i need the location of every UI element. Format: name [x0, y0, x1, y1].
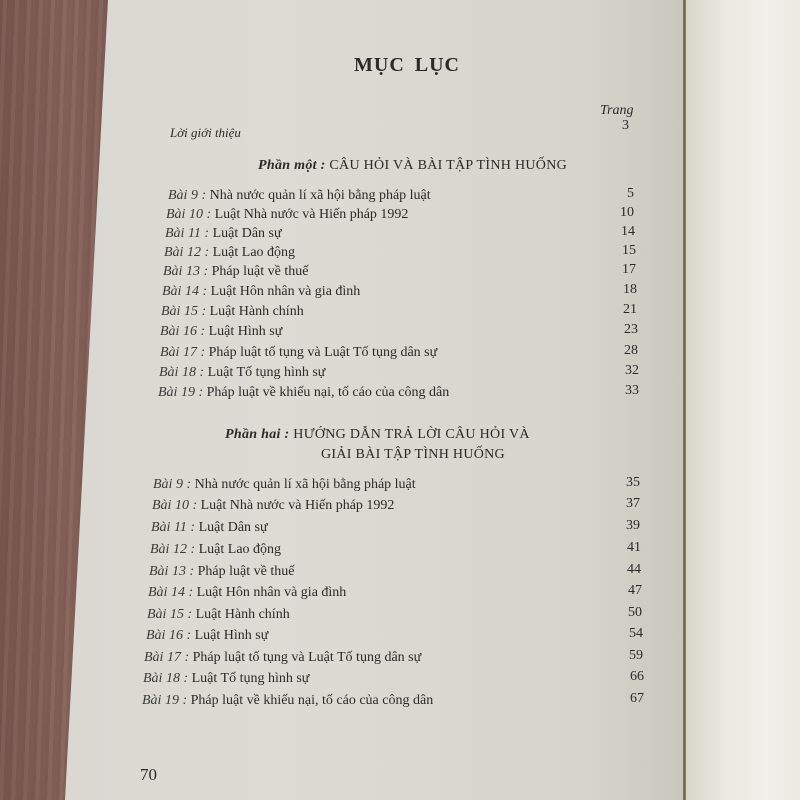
- toc-title: [0, 54, 800, 77]
- part-two-heading: [225, 427, 530, 443]
- intro-entry-page: 3: [622, 118, 629, 133]
- lesson-number: Bài 19 :: [158, 385, 204, 400]
- lesson-title: Luật Tố tụng hình sự: [191, 671, 310, 686]
- lesson-page: 10: [620, 205, 634, 220]
- lesson-page: 35: [626, 475, 640, 490]
- part-title-line: HƯỚNG DẪN TRẢ LỜI CÂU HỎI VÀ: [293, 427, 530, 442]
- toc-entry: [166, 207, 408, 223]
- lesson-title: Pháp luật về thuế: [211, 264, 309, 279]
- lesson-page: 44: [627, 562, 641, 577]
- lesson-page: 59: [629, 648, 643, 663]
- page-number: 70: [140, 765, 157, 784]
- toc-entry: [159, 365, 325, 381]
- lesson-page: 21: [623, 302, 637, 317]
- lesson-number: Bài 19 :: [142, 693, 188, 708]
- lesson-number: Bài 18 :: [159, 365, 205, 380]
- lesson-title: Luật Dân sự: [212, 226, 282, 241]
- lesson-number: Bài 18 :: [143, 671, 189, 686]
- lesson-page: 32: [625, 363, 639, 378]
- lesson-page: 23: [624, 322, 638, 337]
- lesson-page: 33: [625, 383, 639, 398]
- lesson-title: Luật Dân sự: [198, 520, 268, 535]
- lesson-page: 54: [629, 626, 643, 641]
- lesson-title: Luật Hôn nhân và gia đình: [196, 585, 347, 600]
- lesson-number: Bài 13 :: [149, 564, 195, 579]
- intro-entry-label: Lời giới thiệu: [170, 125, 241, 140]
- lesson-page: 17: [622, 262, 636, 277]
- lesson-number: Bài 16 :: [160, 324, 206, 339]
- toc-entry: [148, 585, 346, 601]
- toc-entry: [168, 188, 431, 204]
- lesson-page: 47: [628, 583, 642, 598]
- lesson-title: Pháp luật về khiếu nại, tố cáo của công dân: [190, 693, 434, 708]
- lesson-number: Bài 9 :: [153, 477, 192, 492]
- toc-entry: [153, 477, 416, 493]
- lesson-title: Pháp luật về khiếu nại, tố cáo của công dân: [206, 385, 450, 400]
- lesson-title: Luật Hành chính: [195, 607, 290, 622]
- toc-entry: [150, 542, 281, 558]
- lesson-title: Luật Hình sự: [194, 628, 269, 643]
- toc-entry: [144, 650, 421, 666]
- lesson-title: Pháp luật tố tụng và Luật Tố tụng dân sự: [208, 345, 438, 360]
- toc-entry: [164, 245, 295, 261]
- lesson-number: Bài 14 :: [162, 284, 208, 299]
- part-label: Phần một :: [258, 158, 326, 173]
- lesson-title: Luật Hành chính: [209, 304, 304, 319]
- lesson-page: 41: [627, 540, 641, 555]
- toc-entry: [151, 520, 268, 536]
- page-column-header: Trang: [600, 103, 634, 118]
- part-label: Phần hai :: [225, 427, 290, 442]
- lesson-number: Bài 9 :: [168, 188, 207, 203]
- toc-entry: [162, 284, 360, 300]
- lesson-title: Pháp luật về thuế: [197, 564, 295, 579]
- toc-entry: [142, 693, 433, 709]
- toc-entry: [152, 498, 394, 514]
- lesson-page: 18: [623, 282, 637, 297]
- toc-entry: [161, 304, 304, 320]
- book-page-right: [686, 0, 800, 800]
- toc-entry: [143, 671, 309, 687]
- lesson-number: Bài 11 :: [151, 520, 196, 535]
- lesson-number: Bài 17 :: [144, 650, 190, 665]
- lesson-page: 37: [626, 496, 640, 511]
- lesson-title: Pháp luật tố tụng và Luật Tố tụng dân sự: [192, 650, 422, 665]
- toc-title-word: LỤC: [414, 54, 460, 76]
- toc-entry: [165, 226, 282, 242]
- toc-entry: [160, 324, 282, 340]
- lesson-number: Bài 17 :: [160, 345, 206, 360]
- lesson-number: Bài 15 :: [161, 304, 207, 319]
- lesson-page: 67: [630, 691, 644, 706]
- lesson-number: Bài 12 :: [150, 542, 196, 557]
- part-two-heading-line2: GIẢI BÀI TẬP TÌNH HUỐNG: [321, 447, 505, 462]
- lesson-page: 15: [622, 243, 636, 258]
- lesson-number: Bài 15 :: [147, 607, 193, 622]
- lesson-title: Luật Tố tụng hình sự: [207, 365, 326, 380]
- lesson-title: Luật Nhà nước và Hiến pháp 1992: [200, 498, 395, 513]
- toc-entry: [147, 607, 290, 623]
- lesson-title: Luật Hôn nhân và gia đình: [210, 284, 361, 299]
- lesson-title: Luật Nhà nước và Hiến pháp 1992: [214, 207, 409, 222]
- lesson-number: Bài 13 :: [163, 264, 209, 279]
- part-title: CÂU HỎI VÀ BÀI TẬP TÌNH HUỐNG: [329, 158, 568, 173]
- lesson-page: 14: [621, 224, 635, 239]
- toc-entry: [149, 564, 294, 580]
- lesson-title: Nhà nước quản lí xã hội bằng pháp luật: [209, 188, 431, 203]
- lesson-title: Nhà nước quản lí xã hội bằng pháp luật: [194, 477, 416, 492]
- toc-entry: [146, 628, 268, 644]
- toc-entry: [163, 264, 308, 280]
- lesson-number: Bài 11 :: [165, 226, 210, 241]
- lesson-page: 50: [628, 605, 642, 620]
- lesson-number: Bài 10 :: [166, 207, 212, 222]
- toc-entry: [158, 385, 449, 401]
- part-one-heading: [258, 158, 567, 174]
- lesson-page: 28: [624, 343, 638, 358]
- lesson-title: Luật Lao động: [198, 542, 282, 557]
- lesson-page: 5: [627, 186, 634, 201]
- lesson-title: Luật Hình sự: [208, 324, 283, 339]
- toc-entry: [160, 345, 437, 361]
- lesson-title: Luật Lao động: [212, 245, 296, 260]
- toc-title-word: MỤC: [354, 54, 405, 76]
- lesson-page: 66: [630, 669, 644, 684]
- lesson-number: Bài 10 :: [152, 498, 198, 513]
- lesson-number: Bài 16 :: [146, 628, 192, 643]
- lesson-number: Bài 14 :: [148, 585, 194, 600]
- lesson-page: 39: [626, 518, 640, 533]
- lesson-number: Bài 12 :: [164, 245, 210, 260]
